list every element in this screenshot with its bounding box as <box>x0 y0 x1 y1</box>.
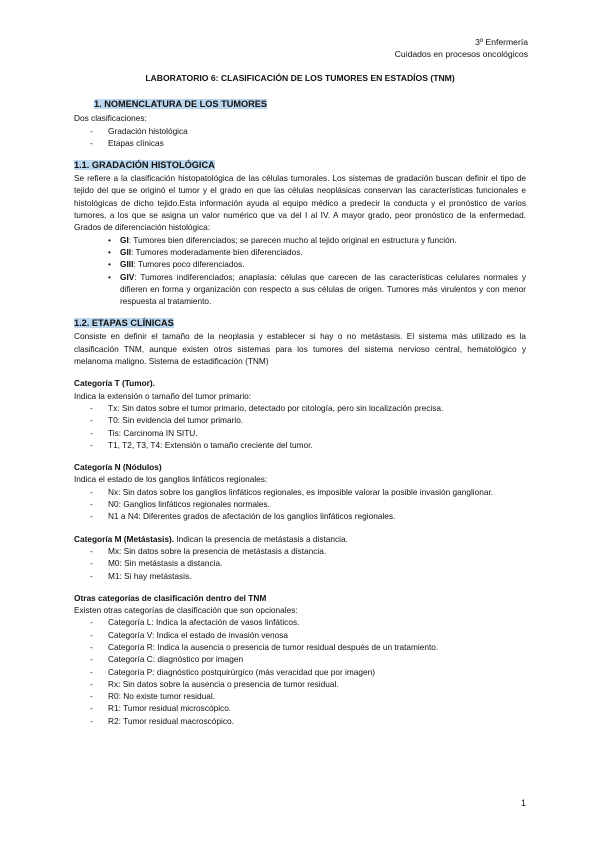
other-categories-intro: Existen otras categorías de clasificación que son opcionales: <box>74 605 298 616</box>
list-item: - R2: Tumor residual macroscópico. <box>74 715 526 727</box>
list-item: - M0: Sin metástasis a distancia. <box>74 557 526 569</box>
list-item: - T0: Sin evidencia del tumor primario. <box>74 414 526 426</box>
section-1-2-body: Consiste en definir el tamaño de la neoplasia y establecer si hay o no metástasis. El sistema más utilizado es la clasificación TNM, aunque existen otros sistemas para los tumores del sistema nervioso central, hematológico y melanoma maligno. Sistema de estadificación (TNM) <box>74 331 526 367</box>
list-item: - Categoría P: diagnóstico postquirúrgico (más veracidad que por imagen) <box>74 666 526 678</box>
grade-item: • GIV: Tumores indiferenciados; anaplasia: células que carecen de las características celulares normales y difieren en forma y organización con respecto a sus células de origen. Tumores más virulentos y con menor respuesta al tratamiento. <box>74 271 526 308</box>
list-item: - Mx: Sin datos sobre la presencia de metástasis a distancia. <box>74 545 526 557</box>
section-1-1-heading: 1.1. GRADACIÓN HISTOLÓGICA <box>74 160 215 171</box>
list-item: - Etapas clínicas <box>74 137 526 149</box>
list-item: - M1: Si hay metástasis. <box>74 570 526 582</box>
category-n-heading: Categoría N (Nódulos) <box>74 462 162 473</box>
category-t-heading: Categoría T (Tumor). <box>74 378 155 389</box>
other-categories-list <box>74 616 526 727</box>
list-item: - Tx: Sin datos sobre el tumor primario, detectado por citología, pero sin localización precisa. <box>74 402 526 414</box>
list-item: - N0: Ganglios linfáticos regionales normales. <box>74 498 526 510</box>
category-n-intro: Indica el estado de los ganglios linfáticos regionales: <box>74 474 268 485</box>
grade-item: • GII: Tumores moderadamente bien diferenciados. <box>74 246 526 258</box>
section-1-list <box>74 125 526 150</box>
category-t-list <box>74 402 526 451</box>
list-item: - Categoría R: Indica la ausencia o presencia de tumor residual después de un tratamiento. <box>74 641 526 653</box>
category-n-list <box>74 486 526 523</box>
list-item: - Nx: Sin datos sobre los ganglios linfáticos regionales, es imposible valorar la posible invasión ganglionar. <box>74 486 526 498</box>
category-m-heading: Categoría M (Metástasis). Indican la presencia de metástasis a distancia. <box>74 533 348 544</box>
section-1-2-heading: 1.2. ETAPAS CLÍNICAS <box>74 318 174 329</box>
section-1-1-body: Se refiere a la clasificación histopatológica de las células tumorales. Los sistemas de gradación buscan definir el tipo de tejido del que se originó el tumor y el grado en que las células neoplásicas conservan las características funcionales e histológicas de dicho tejido.Esta información ayuda al equipo médico a predecir la conducta y el pronóstico de varios tumores, a los que se asigna un valor numérico que va del I al IV. A mayor grado, peor pronóstico de la enfermedad. Grados de diferenciación histológica: <box>74 173 526 233</box>
list-item: - N1 a N4: Diferentes grados de afectación de los ganglios linfáticos regionales. <box>74 510 526 522</box>
list-item: - Gradación histológica <box>74 125 526 137</box>
list-item: - R1: Tumor residual microscópico. <box>74 702 526 714</box>
list-item: - Tis: Carcinoma IN SITU. <box>74 427 526 439</box>
other-categories-heading: Otras categorías de clasificación dentro del TNM <box>74 592 267 603</box>
grade-item: • GI: Tumores bien diferenciados; se parecen mucho al tejido original en estructura y función. <box>74 234 526 246</box>
header-course: 3º Enfermería <box>475 37 528 47</box>
page-number: 1 <box>520 798 526 808</box>
list-item: - Rx: Sin datos sobre la ausencia o presencia de tumor residual. <box>74 678 526 690</box>
header-subject: Cuidados en procesos oncológicos <box>394 49 528 59</box>
page-header <box>395 36 528 60</box>
section-1-heading: 1. NOMENCLATURA DE LOS TUMORES <box>94 99 268 110</box>
section-1-intro: Dos clasificaciones: <box>74 113 147 124</box>
list-item: - Categoría V: Indica el estado de invasión venosa <box>74 629 526 641</box>
list-item: - Categoría L: Indica la afectación de vasos linfáticos. <box>74 616 526 628</box>
document-body <box>74 72 526 727</box>
list-item: - R0: No existe tumor residual. <box>74 690 526 702</box>
category-m-list <box>74 545 526 582</box>
category-t-intro: Indica la extensión o tamaño del tumor primario: <box>74 390 252 401</box>
document-title: LABORATORIO 6: CLASIFICACIÓN DE LOS TUMORES EN ESTADÍOS (TNM) <box>145 73 455 83</box>
list-item: - Categoría C: diagnóstico por imagen <box>74 653 526 665</box>
list-item: - T1, T2, T3, T4: Extensión o tamaño creciente del tumor. <box>74 439 526 451</box>
grades-list <box>74 234 526 308</box>
grade-item: • GIII: Tumores poco diferenciados. <box>74 258 526 270</box>
